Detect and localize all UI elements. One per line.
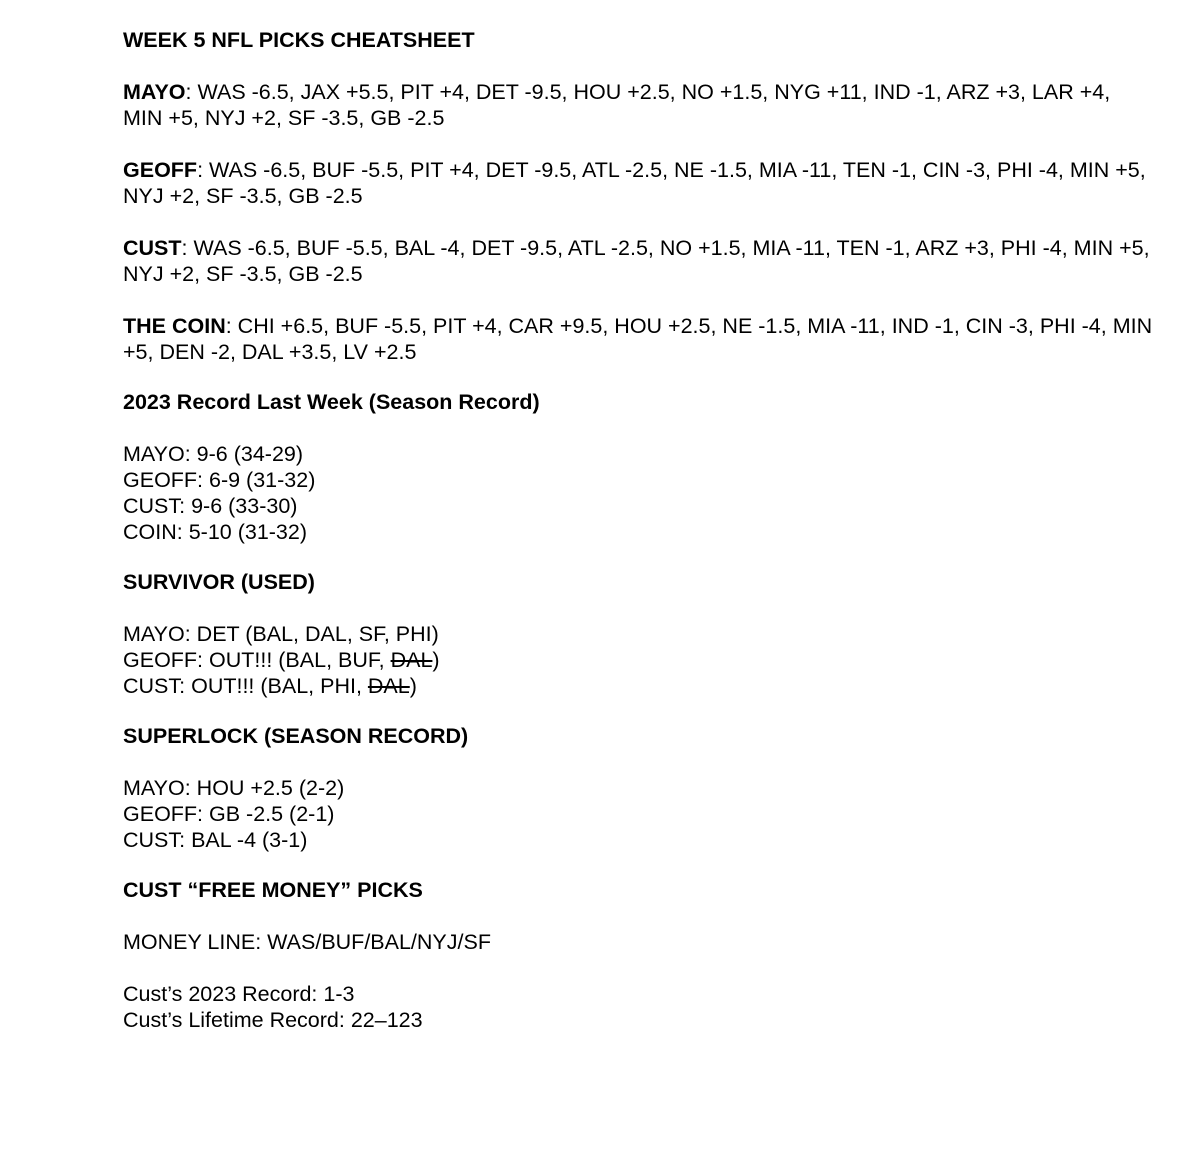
superlock-line: MAYO: HOU +2.5 (2-2) [123,776,345,800]
struck-team: DAL [367,674,410,698]
record-line: COIN: 5-10 (31-32) [123,520,308,544]
picker-name: CUST [123,236,182,260]
survivor-heading: SURVIVOR (USED) [123,570,315,594]
superlock-heading: SUPERLOCK (SEASON RECORD) [123,724,469,748]
money-line: MONEY LINE: WAS/BUF/BAL/NYJ/SF [123,930,491,954]
superlock-line: GEOFF: GB -2.5 (2-1) [123,802,335,826]
picks-list: : WAS -6.5, BUF -5.5, PIT +4, DET -9.5, ATL -2.5, NE -1.5, MIA -11, TEN -1, CIN -3, PHI -4, MIN +5, NYJ +2, SF -3.5, GB -2.5 [123,158,1146,208]
picks-list: : WAS -6.5, JAX +5.5, PIT +4, DET -9.5, HOU +2.5, NO +1.5, NYG +11, IND -1, ARZ +3, LAR +4, MIN +5, NYJ +2, SF -3.5, GB -2.5 [123,80,1111,130]
cust-lifetime-record: Cust’s Lifetime Record: 22–123 [123,1008,423,1032]
picks-mayo [123,79,1153,131]
cheatsheet-document [123,27,1153,1033]
record-line: CUST: 9-6 (33-30) [123,494,298,518]
superlock-line: CUST: BAL -4 (3-1) [123,828,308,852]
picker-name: MAYO [123,80,186,104]
page-title: WEEK 5 NFL PICKS CHEATSHEET [123,28,475,52]
survivor-text: ) [409,674,417,698]
record-line: GEOFF: 6-9 (31-32) [123,468,316,492]
picker-name: THE COIN [123,314,226,338]
struck-team: DAL [390,648,433,672]
picker-name: GEOFF [123,158,198,182]
picks-geoff [123,157,1153,209]
survivor-line-geoff [123,647,1153,673]
record-heading: 2023 Record Last Week (Season Record) [123,390,540,414]
free-money-heading: CUST “FREE MONEY” PICKS [123,878,423,902]
survivor-text: ) [432,648,440,672]
cust-2023-record: Cust’s 2023 Record: 1-3 [123,982,355,1006]
survivor-line-mayo: MAYO: DET (BAL, DAL, SF, PHI) [123,622,439,646]
picks-coin [123,313,1153,365]
record-line: MAYO: 9-6 (34-29) [123,442,304,466]
picks-list: : CHI +6.5, BUF -5.5, PIT +4, CAR +9.5, HOU +2.5, NE -1.5, MIA -11, IND -1, CIN -3, PHI -4, MIN +5, DEN -2, DAL +3.5, LV +2.5 [123,314,1153,364]
survivor-text: CUST: OUT!!! (BAL, PHI, [123,674,368,698]
picks-cust [123,235,1153,287]
picks-list: : WAS -6.5, BUF -5.5, BAL -4, DET -9.5, ATL -2.5, NO +1.5, MIA -11, TEN -1, ARZ +3, PHI -4, MIN +5, NYJ +2, SF -3.5, GB -2.5 [123,236,1150,286]
survivor-text: GEOFF: OUT!!! (BAL, BUF, [123,648,391,672]
survivor-line-cust [123,673,1153,699]
